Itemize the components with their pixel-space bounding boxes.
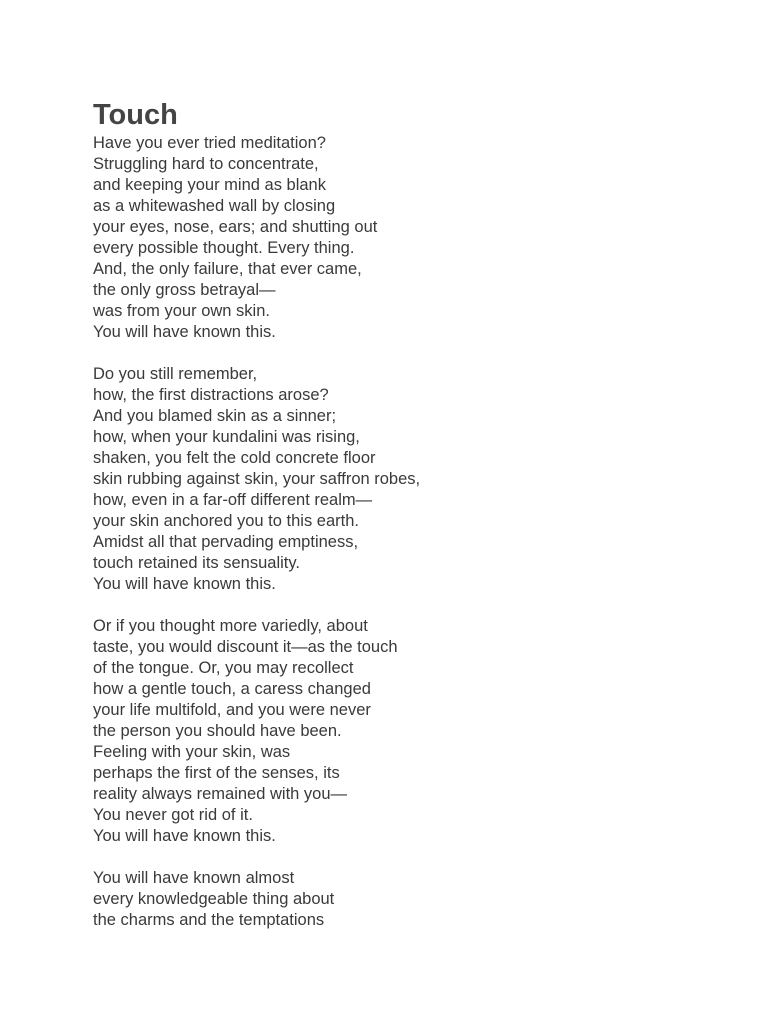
poem-line: of the tongue. Or, you may recollect	[93, 659, 354, 677]
stanza-1	[93, 133, 733, 343]
stanza-3	[93, 616, 733, 847]
poem-line: reality always remained with you—	[93, 785, 348, 803]
poem-line: You will have known almost	[93, 869, 295, 887]
poem-line: Amidst all that pervading emptiness,	[93, 533, 359, 551]
poem-line: every possible thought. Every thing.	[93, 239, 355, 257]
stanza-2	[93, 364, 733, 595]
poem-line: Feeling with your skin, was	[93, 743, 291, 761]
poem-line: how, the first distractions arose?	[93, 386, 329, 404]
poem-line: And, the only failure, that ever came,	[93, 260, 362, 278]
poem-line: your eyes, nose, ears; and shutting out	[93, 218, 378, 236]
poem-line: how, when your kundalini was rising,	[93, 428, 360, 446]
poem-refrain: You will have known this.	[93, 323, 276, 341]
poem-line: and keeping your mind as blank	[93, 176, 326, 194]
poem-line: as a whitewashed wall by closing	[93, 197, 336, 215]
poem-line: skin rubbing against skin, your saffron robes,	[93, 470, 421, 488]
stanza-4	[93, 868, 733, 931]
poem-line: your life multifold, and you were never	[93, 701, 371, 719]
poem-line: the charms and the temptations	[93, 911, 325, 929]
poem-line: Have you ever tried meditation?	[93, 134, 326, 152]
poem-line: every knowledgeable thing about	[93, 890, 335, 908]
poem-line: Or if you thought more variedly, about	[93, 617, 368, 635]
poem-refrain: You will have known this.	[93, 827, 276, 845]
poem-line: your skin anchored you to this earth.	[93, 512, 359, 530]
poem-line: Do you still remember,	[93, 365, 258, 383]
poem-body	[93, 133, 733, 952]
poem-line: And you blamed skin as a sinner;	[93, 407, 337, 425]
poem-line: perhaps the first of the senses, its	[93, 764, 340, 782]
poem-line: You never got rid of it.	[93, 806, 253, 824]
poem-line: how, even in a far-off different realm—	[93, 491, 373, 509]
poem-line: taste, you would discount it—as the touch	[93, 638, 398, 656]
poem-title: Touch	[93, 99, 178, 131]
poem-line: how a gentle touch, a caress changed	[93, 680, 371, 698]
poem-line: shaken, you felt the cold concrete floor	[93, 449, 376, 467]
poem-line: was from your own skin.	[93, 302, 270, 320]
poem-line: the person you should have been.	[93, 722, 342, 740]
poem-line: Struggling hard to concentrate,	[93, 155, 319, 173]
poem-line: touch retained its sensuality.	[93, 554, 300, 572]
poem-line: the only gross betrayal—	[93, 281, 276, 299]
poem-refrain: You will have known this.	[93, 575, 276, 593]
